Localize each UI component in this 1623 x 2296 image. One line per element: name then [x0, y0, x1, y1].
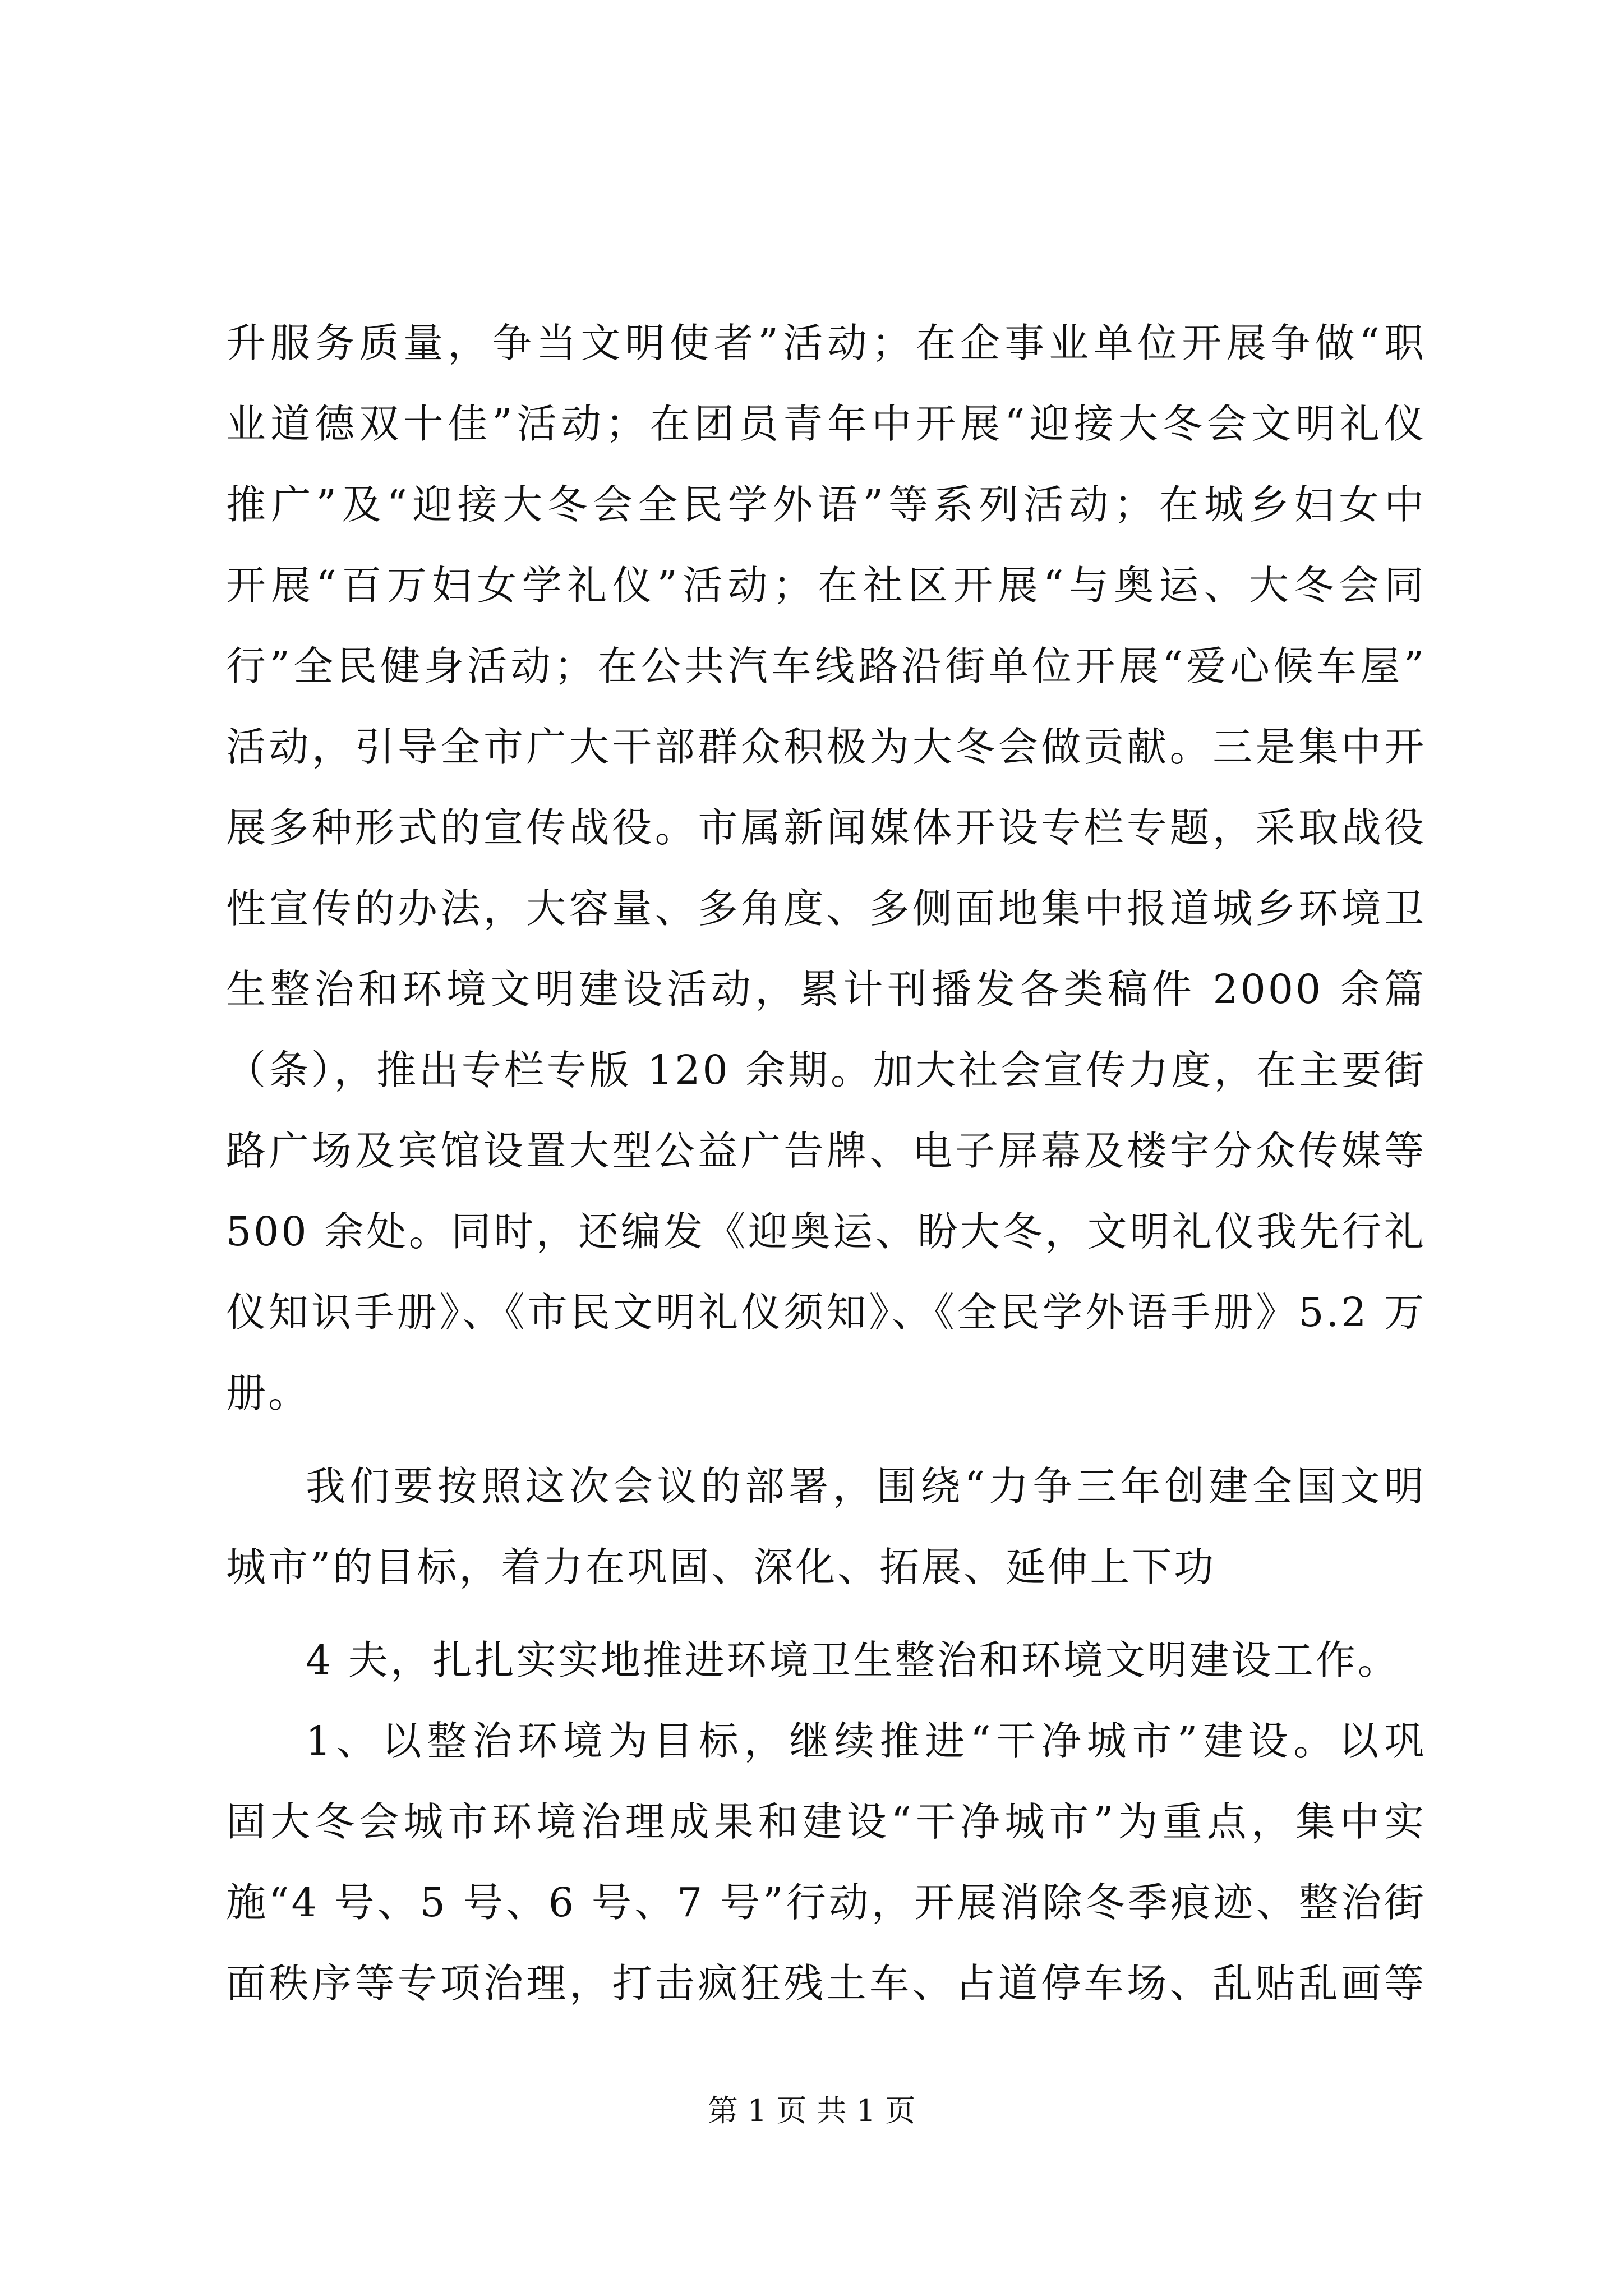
text-line: 面秩序等专项治理，打击疯狂残土车、占道停车场、乱贴乱画等 [226, 1960, 1426, 2007]
paragraph-1 [226, 303, 1426, 1434]
text-line: 施“4 号、5 号、6 号、7 号”行动，开展消除冬季痕迹、整治街 [226, 1879, 1426, 1926]
text-line: 生整治和环境文明建设活动，累计刊播发各类稿件 2000 余篇 [226, 966, 1426, 1013]
text-line: 固大冬会城市环境治理成果和建设“干净城市”为重点，集中实 [226, 1798, 1426, 1845]
text-line: 行”全民健身活动；在公共汽车线路沿街单位开展“爱心候车屋” [226, 643, 1426, 689]
text-line: 展多种形式的宣传战役。市属新闻媒体开设专栏专题，采取战役 [226, 804, 1426, 851]
text-line: 业道德双十佳”活动；在团员青年中开展“迎接大冬会文明礼仪 [226, 401, 1426, 447]
text-line: 1、以整治环境为目标，继续推进“干净城市”建设。以巩 [306, 1718, 1426, 1764]
text-line: 活动，引导全市广大干部群众积极为大冬会做贡献。三是集中开 [226, 724, 1426, 770]
text-line: 开展“百万妇女学礼仪”活动；在社区开展“与奥运、大冬会同 [226, 562, 1426, 609]
paragraph-4 [226, 1701, 1426, 2024]
text-line: 4 夫，扎扎实实地推进环境卫生整治和环境文明建设工作。 [306, 1637, 1400, 1683]
paragraph-2 [226, 1446, 1426, 1608]
text-line: 升服务质量，争当文明使者”活动；在企事业单位开展争做“职 [226, 320, 1426, 366]
text-line: 城市”的目标，着力在巩固、深化、拓展、延伸上下功 [226, 1544, 1216, 1590]
page-number-footer: 第 1 页 共 1 页 [707, 2093, 916, 2128]
text-line: 册。 [226, 1370, 311, 1416]
text-line: 我们要按照这次会议的部署，围绕“力争三年创建全国文明 [306, 1463, 1426, 1510]
text-line: 路广场及宾馆设置大型公益广告牌、电子屏幕及楼宇分众传媒等 [226, 1128, 1426, 1174]
text-line: 性宣传的办法，大容量、多角度、多侧面地集中报道城乡环境卫 [226, 885, 1426, 932]
body-text [226, 303, 1426, 2024]
text-line: 500 余处。同时，还编发《迎奥运、盼大冬，文明礼仪我先行礼 [226, 1208, 1426, 1255]
text-line: 推广”及“迎接大冬会全民学外语”等系列活动；在城乡妇女中 [226, 481, 1426, 528]
text-line: 仪知识手册》、《市民文明礼仪须知》、《全民学外语手册》5.2 万 [226, 1289, 1426, 1336]
text-line: （条），推出专栏专版 120 余期。加大社会宣传力度，在主要街 [226, 1047, 1426, 1093]
paragraph-3 [226, 1620, 1426, 1701]
